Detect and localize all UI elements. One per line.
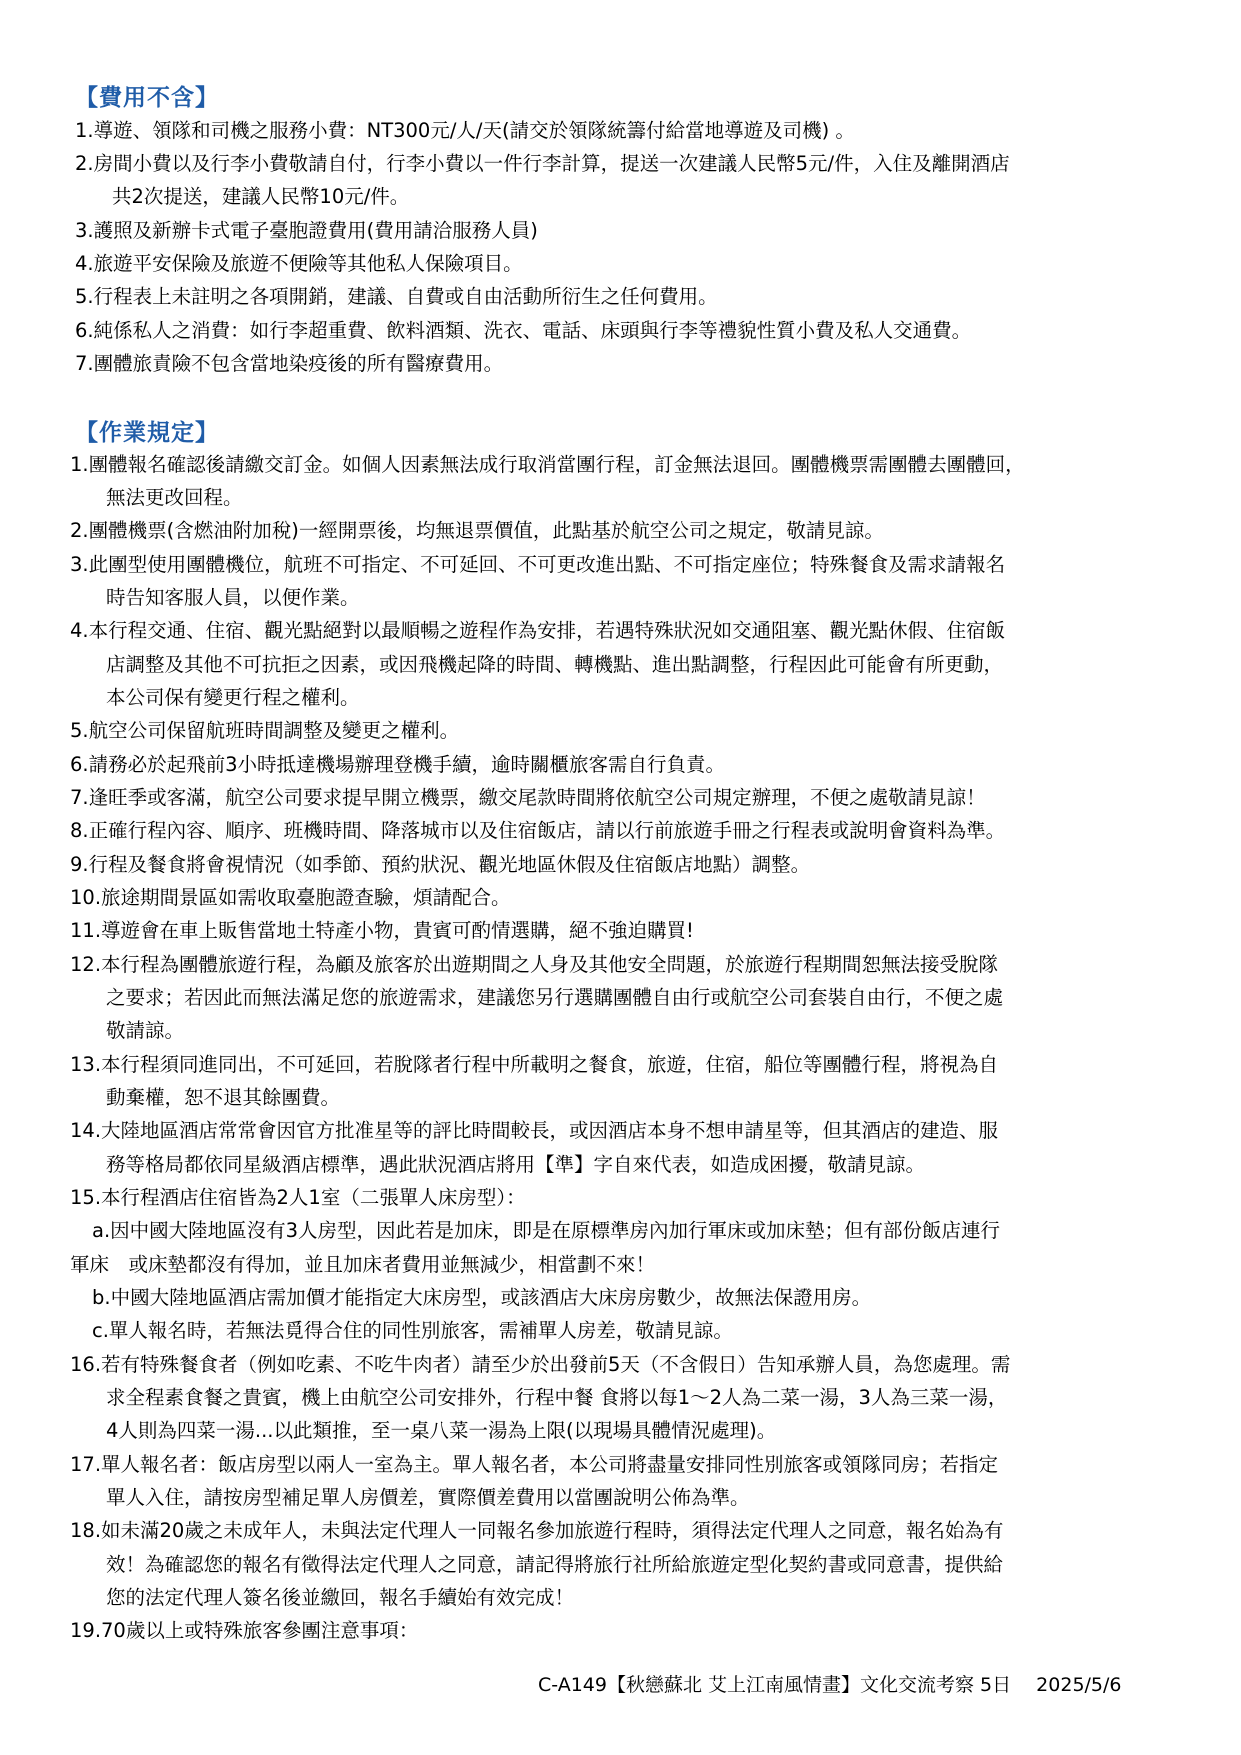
rule-item-4-cont-2: 本公司保有變更行程之權利。 xyxy=(106,686,360,709)
rule-item-3-cont: 時告知客服人員，以便作業。 xyxy=(106,586,360,609)
rule-item-15b: b.中國大陸地區酒店需加價才能指定大床房型，或該酒店大床房房數少，故無法保證用房。 xyxy=(92,1286,872,1309)
rule-item-15a-cont: 軍床 或床墊都沒有得加，並且加床者費用並無減少，相當劃不來！ xyxy=(70,1253,656,1276)
rule-item-15c: c.單人報名時，若無法覓得合住的同性別旅客，需補單人房差，敬請見諒。 xyxy=(92,1319,733,1342)
fees-item-7: 7.團體旅責險不包含當地染疫後的所有醫療費用。 xyxy=(75,352,504,375)
section-heading-operation-rules: 【作業規定】 xyxy=(75,420,219,446)
page-footer: C-A149【秋戀蘇北 艾上江南風情畫】文化交流考察 5日 2025/5/6 xyxy=(538,1674,1122,1696)
rule-item-18: 18.如未滿20歲之未成年人，未與法定代理人一同報名參加旅遊行程時，須得法定代理人之同意，報名始為有 xyxy=(70,1519,1004,1542)
rule-item-14: 14.大陸地區酒店常常會因官方批准星等的評比時間較長，或因酒店本身不想申請星等，但其酒店的建造、服 xyxy=(70,1119,999,1142)
rule-item-3: 3.此團型使用團體機位，航班不可指定、不可延回、不可更改進出點、不可指定座位；特殊餐食及需求請報名 xyxy=(70,553,1006,576)
rule-item-16-cont-1: 求全程素食餐之貴賓，機上由航空公司安排外，行程中餐 食將以每1～2人為二菜一湯，3人為三菜一湯， xyxy=(106,1386,1008,1409)
rule-item-4-cont-1: 店調整及其他不可抗拒之因素，或因飛機起降的時間、轉機點、進出點調整，行程因此可能會有所更動， xyxy=(106,653,1004,676)
section-heading-fees-excluded: 【費用不含】 xyxy=(75,85,219,111)
rule-item-7: 7.逢旺季或客滿，航空公司要求提早開立機票，繳交尾款時間將依航空公司規定辦理，不便之處敬請見諒！ xyxy=(70,786,986,809)
rule-item-13-cont: 動棄權，恕不退其餘團費。 xyxy=(106,1086,341,1109)
rule-item-5: 5.航空公司保留航班時間調整及變更之權利。 xyxy=(70,719,460,742)
rule-item-12-cont-1: 之要求；若因此而無法滿足您的旅遊需求，建議您另行選購團體自由行或航空公司套裝自由行，不便之處 xyxy=(106,986,1004,1009)
rule-item-12-cont-2: 敬請諒。 xyxy=(106,1019,185,1042)
rule-item-16: 16.若有特殊餐食者（例如吃素、不吃牛肉者）請至少於出發前5天（不含假日）告知承辦人員，為您處理。需 xyxy=(70,1353,1011,1376)
rule-item-8: 8.正確行程內容、順序、班機時間、降落城市以及住宿飯店，請以行前旅遊手冊之行程表或說明會資料為準。 xyxy=(70,819,1006,842)
rule-item-4: 4.本行程交通、住宿、觀光點絕對以最順暢之遊程作為安排，若遇特殊狀況如交通阻塞、觀光點休假、住宿飯 xyxy=(70,619,1006,642)
rule-item-16-cont-2: 4人則為四菜一湯...以此類推，至一桌八菜一湯為上限(以現場具體情況處理)。 xyxy=(106,1419,777,1442)
rule-item-1: 1.團體報名確認後請繳交訂金。如個人因素無法成行取消當團行程，訂金無法退回。團體機票需團體去團體回， xyxy=(70,453,1025,476)
rule-item-18-cont-2: 您的法定代理人簽名後並繳回，報名手續始有效完成！ xyxy=(106,1586,575,1609)
fees-item-6: 6.純係私人之消費：如行李超重費、飲料酒類、洗衣、電話、床頭與行李等禮貌性質小費及私人交通費。 xyxy=(75,319,972,342)
rule-item-15a: a.因中國大陸地區沒有3人房型，因此若是加床，即是在原標準房內加行軍床或加床墊；但有部份飯店連行 xyxy=(92,1219,1001,1242)
rule-item-17-cont: 單人入住，請按房型補足單人房價差，實際價差費用以當團說明公佈為準。 xyxy=(106,1486,750,1509)
fees-item-2: 2.房間小費以及行李小費敬請自付，行李小費以一件行李計算，提送一次建議人民幣5元/件，入住及離開酒店 xyxy=(75,152,1010,175)
rule-item-11: 11.導遊會在車上販售當地土特產小物，貴賓可酌情選購，絕不強迫購買! xyxy=(70,919,694,942)
rule-item-9: 9.行程及餐食將會視情況（如季節、預約狀況、觀光地區休假及住宿飯店地點）調整。 xyxy=(70,853,811,876)
rule-item-18-cont-1: 效！為確認您的報名有徵得法定代理人之同意，請記得將旅行社所給旅遊定型化契約書或同意書，提供給 xyxy=(106,1553,1004,1576)
rule-item-14-cont: 務等格局都依同星級酒店標準，遇此狀況酒店將用【準】字自來代表，如造成困擾，敬請見諒。 xyxy=(106,1153,926,1176)
rule-item-6: 6.請務必於起飛前3小時抵達機場辦理登機手續，逾時關櫃旅客需自行負責。 xyxy=(70,753,726,776)
rule-item-1-cont: 無法更改回程。 xyxy=(106,486,243,509)
fees-item-5: 5.行程表上未註明之各項開銷，建議、自費或自由活動所衍生之任何費用。 xyxy=(75,285,718,308)
fees-item-4: 4.旅遊平安保險及旅遊不便險等其他私人保險項目。 xyxy=(75,252,523,275)
rule-item-17: 17.單人報名者：飯店房型以兩人一室為主。單人報名者，本公司將盡量安排同性別旅客或領隊同房；若指定 xyxy=(70,1453,999,1476)
rule-item-2: 2.團體機票(含燃油附加稅)一經開票後，均無退票價值，此點基於航空公司之規定，敬請見諒。 xyxy=(70,519,884,542)
rule-item-12: 12.本行程為團體旅遊行程，為顧及旅客於出遊期間之人身及其他安全問題，於旅遊行程期間恕無法接受脫隊 xyxy=(70,953,999,976)
fees-item-2-cont: 共2次提送，建議人民幣10元/件。 xyxy=(112,185,410,208)
rule-item-15: 15.本行程酒店住宿皆為2人1室（二張單人床房型）： xyxy=(70,1186,526,1209)
rule-item-10: 10.旅途期間景區如需收取臺胞證查驗，煩請配合。 xyxy=(70,886,511,909)
fees-item-1: 1.導遊、領隊和司機之服務小費：NT300元/人/天(請交於領隊統籌付給當地導遊及司機) 。 xyxy=(75,119,855,142)
rule-item-13: 13.本行程須同進同出，不可延回，若脫隊者行程中所載明之餐食，旅遊，住宿，船位等團體行程，將視為自 xyxy=(70,1053,999,1076)
rule-item-19: 19.70歲以上或特殊旅客參團注意事項： xyxy=(70,1619,419,1642)
fees-item-3: 3.護照及新辦卡式電子臺胞證費用(費用請洽服務人員) xyxy=(75,219,538,242)
